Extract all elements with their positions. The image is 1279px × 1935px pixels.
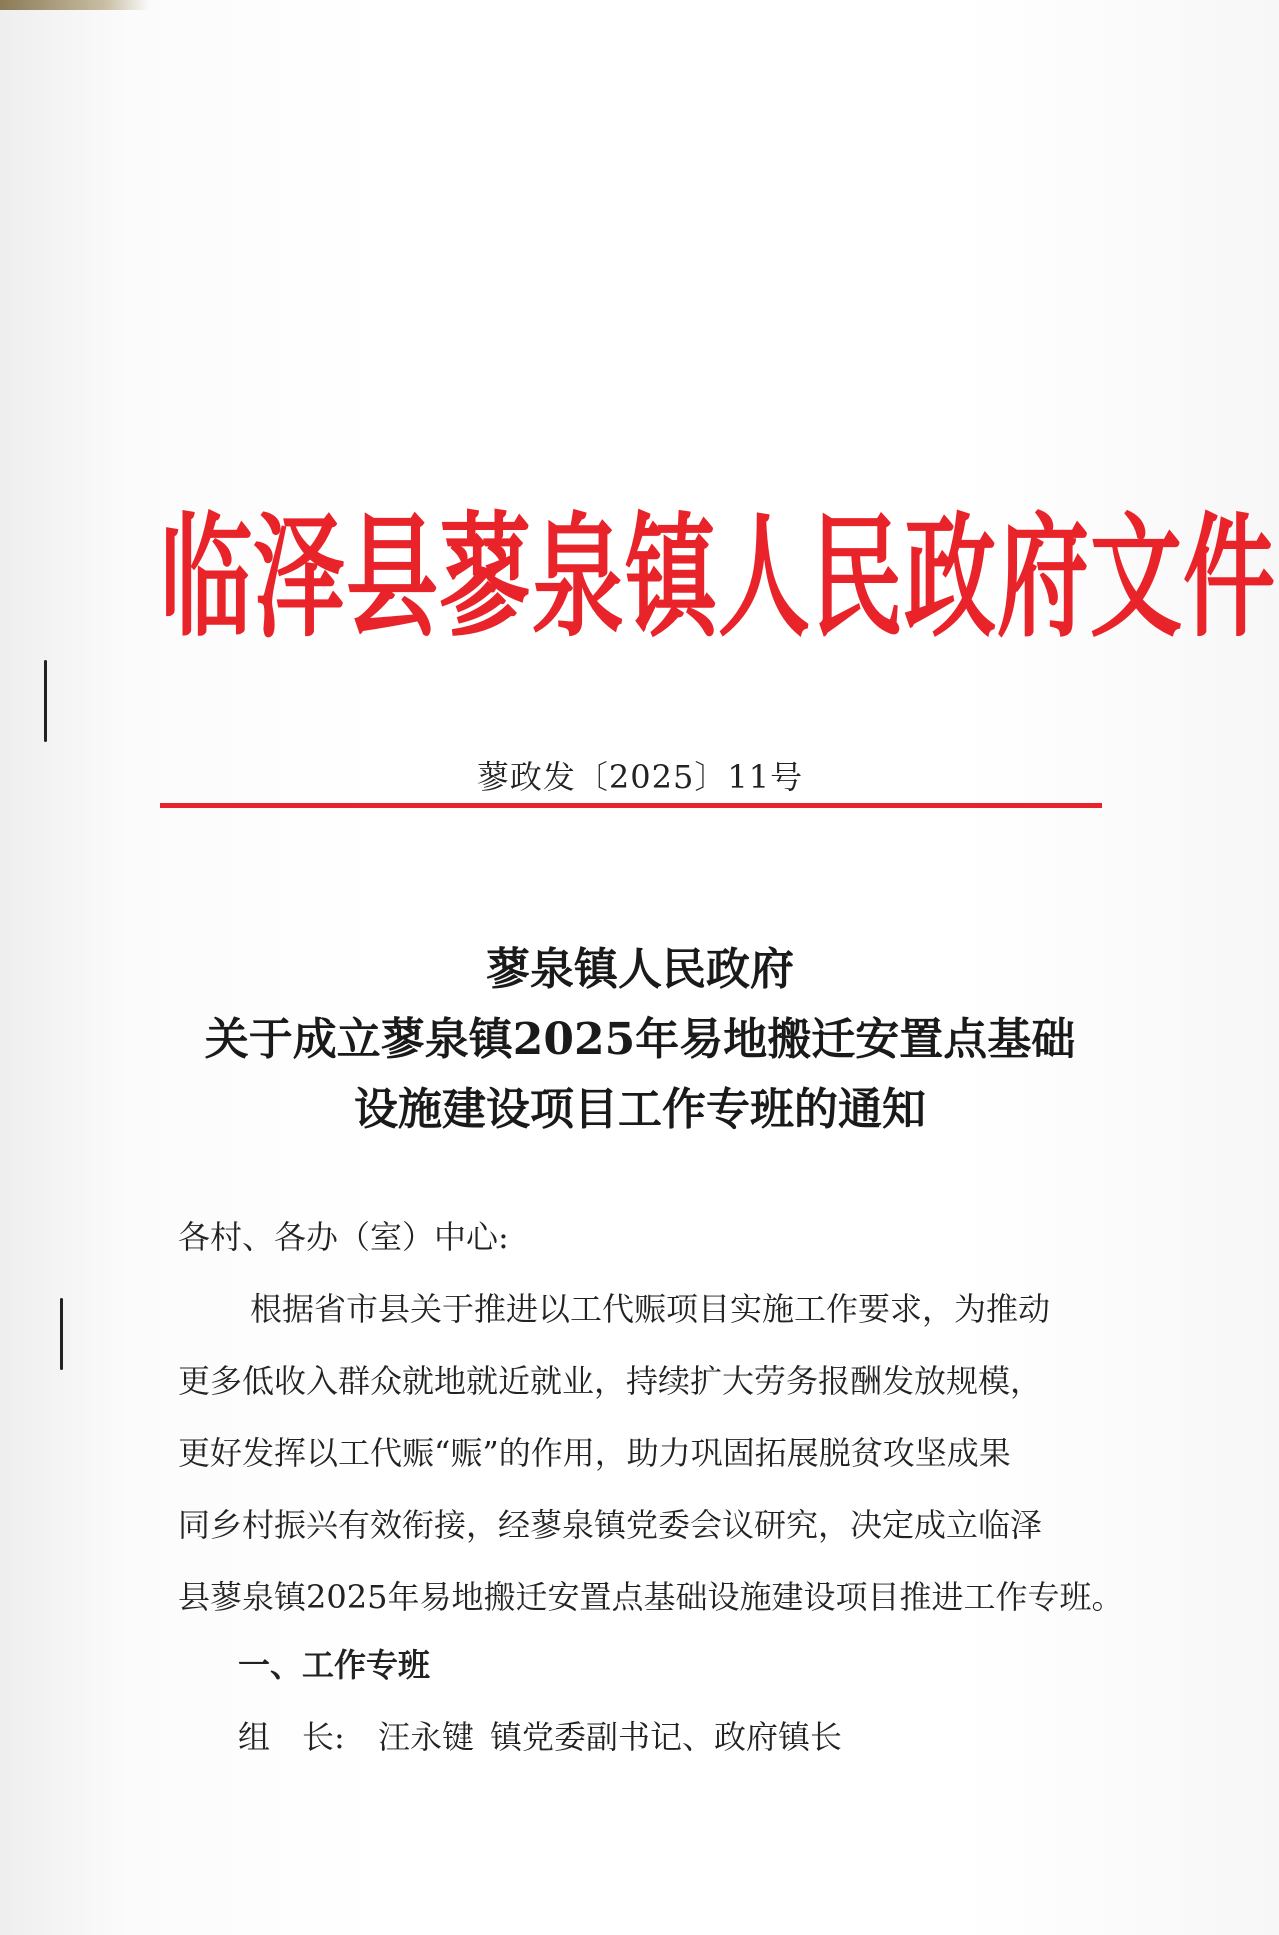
member-role: 组 长: [238, 1718, 345, 1756]
notice-title [150, 935, 1130, 1145]
red-divider-line [160, 803, 1102, 808]
paragraph-line: 县蓼泉镇2025年易地搬迁安置点基础设施建设项目推进工作专班。 [178, 1578, 1124, 1616]
salutation: 各村、各办（室）中心: [178, 1218, 509, 1256]
paragraph-line: 同乡村振兴有效衔接，经蓼泉镇党委会议研究，决定成立临泽 [178, 1506, 1043, 1544]
binder-mark [44, 660, 47, 742]
section-heading: 一、工作专班 [238, 1646, 431, 1684]
title-line-3: 设施建设项目工作专班的通知 [354, 1084, 926, 1135]
paragraph-line: 根据省市县关于推进以工代赈项目实施工作要求，为推动 [250, 1290, 1051, 1328]
paragraph-line: 更多低收入群众就地就近就业，持续扩大劳务报酬发放规模， [178, 1362, 1043, 1400]
title-line-1: 蓼泉镇人民政府 [486, 944, 794, 995]
member-name: 汪永键 [378, 1718, 475, 1756]
title-line-2: 关于成立蓼泉镇2025年易地搬迁安置点基础 [204, 1014, 1076, 1065]
binder-mark [60, 1298, 63, 1370]
masthead-title: 临泽县蓼泉镇人民政府文件 [160, 500, 1277, 656]
document-number: 蓼政发〔2025〕11号 [476, 758, 804, 796]
paragraph-line: 更好发挥以工代赈“赈”的作用，助力巩固拓展脱贫攻坚成果 [178, 1434, 1011, 1472]
scan-edge-shadow [0, 0, 150, 10]
member-entry [238, 1712, 842, 1758]
member-position: 镇党委副书记、政府镇长 [490, 1718, 843, 1756]
